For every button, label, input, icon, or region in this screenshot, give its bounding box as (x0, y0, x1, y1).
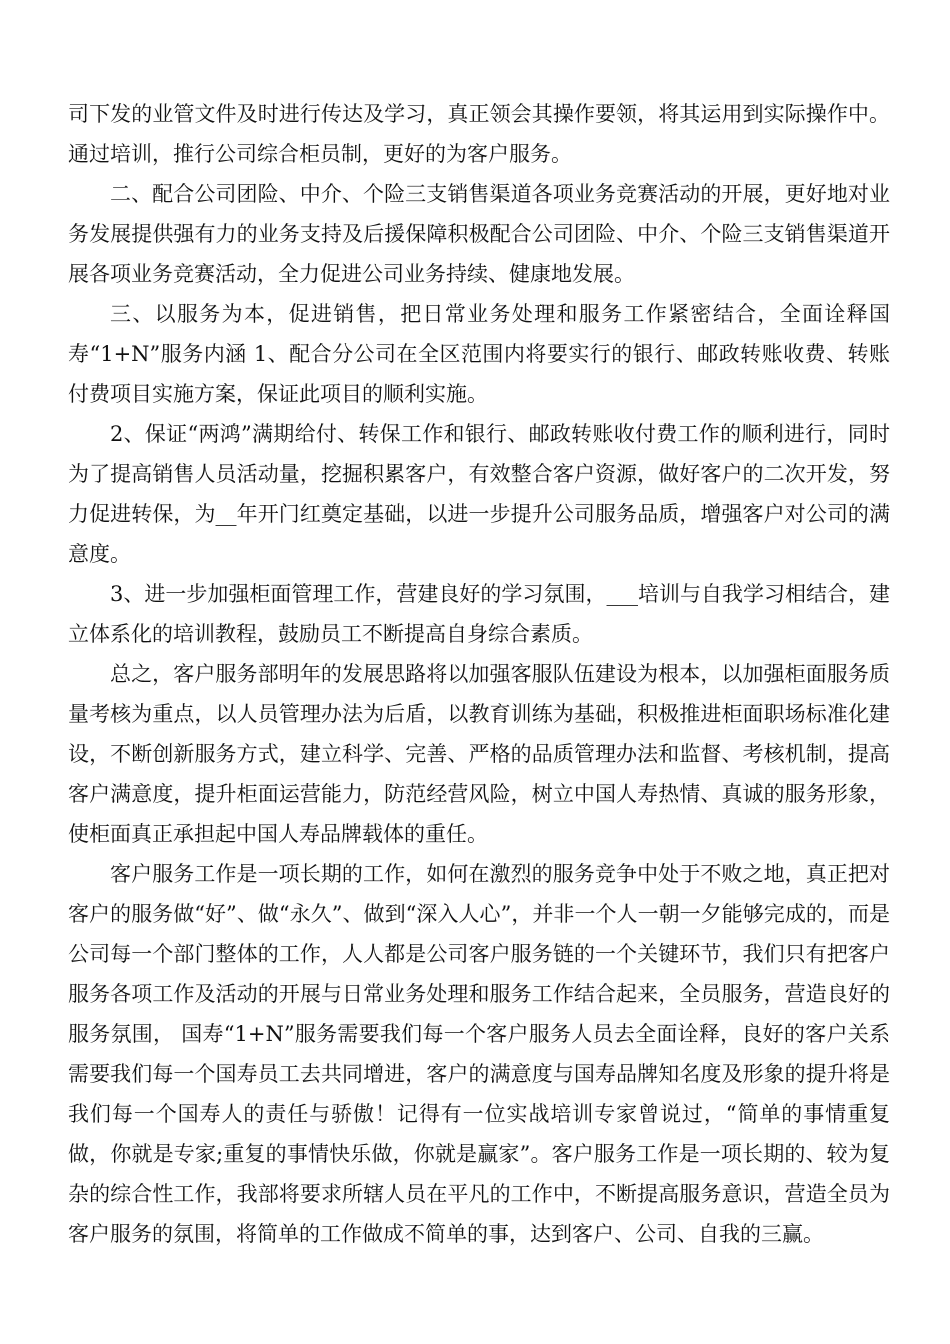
paragraph-2: 二、配合公司团险、中介、个险三支销售渠道各项业务竞赛活动的开展，更好地对业务发展提供强有力的业务支持及后援保障积极配合公司团险、中介、个险三支销售渠道开展各项业务竞赛活动，全力促进公司业务持续、健康地发展。 (68, 182, 890, 286)
paragraph-6: 总之，客户服务部明年的发展思路将以加强客服队伍建设为根本，以加强柜面服务质量考核为重点，以人员管理办法为后盾，以教育训练为基础，积极推进柜面职场标准化建设，不断创新服务方式，建立科学、完善、严格的品质管理办法和监督、考核机制，提高客户满意度，提升柜面运营能力，防范经营风险，树立中国人寿热情、真诚的服务形象，使柜面真正承担起中国人寿品牌载体的重任。 (68, 662, 890, 846)
paragraph-4: 2、保证“两鸿”满期给付、转保工作和银行、邮政转账收付费工作的顺利进行，同时为了提高销售人员活动量，挖掘积累客户，有效整合客户资源，做好客户的二次开发，努力促进转保，为__年开门红奠定基础，以进一步提升公司服务品质，增强客户对公司的满意度。 (68, 422, 890, 566)
paragraph-5: 3、进一步加强柜面管理工作，营建良好的学习氛围，___培训与自我学习相结合，建立体系化的培训教程，鼓励员工不断提高自身综合素质。 (68, 582, 890, 646)
paragraph-3: 三、以服务为本，促进销售，把日常业务处理和服务工作紧密结合，全面诠释国寿“1+N”服务内涵 1、配合分公司在全区范围内将要实行的银行、邮政转账收费、转账付费项目实施方案，保证此项目的顺利实施。 (68, 302, 890, 406)
paragraph-7: 客户服务工作是一项长期的工作，如何在激烈的服务竞争中处于不败之地，真正把对客户的服务做“好”、做“永久”、做到“深入人心”，并非一个人一朝一夕能够完成的，而是公司每一个部门整体的工作，人人都是公司客户服务链的一个关键环节，我们只有把客户服务各项工作及活动的开展与日常业务处理和服务工作结合起来，全员服务，营造良好的服务氛围， 国寿“1+N”服务需要我们每一个客户服务人员去全面诠释，良好的客户关系需要我们每一个国寿员工去共同增进，客户的满意度与国寿品牌知名度及形象的提升将是我们每一个国寿人的责任与骄傲！记得有一位实战培训专家曾说过，“简单的事情重复做，你就是专家;重复的事情快乐做，你就是赢家”。客户服务工作是一项长期的、较为复杂的综合性工作，我部将要求所辖人员在平凡的工作中，不断提高服务意识，营造全员为客户服务的氛围，将简单的工作做成不简单的事，达到客户、公司、自我的三赢。 (68, 862, 890, 1246)
paragraph-1: 司下发的业管文件及时进行传达及学习，真正领会其操作要领，将其运用到实际操作中。通过培训，推行公司综合柜员制，更好的为客户服务。 (68, 102, 890, 166)
document-body (68, 94, 890, 1254)
